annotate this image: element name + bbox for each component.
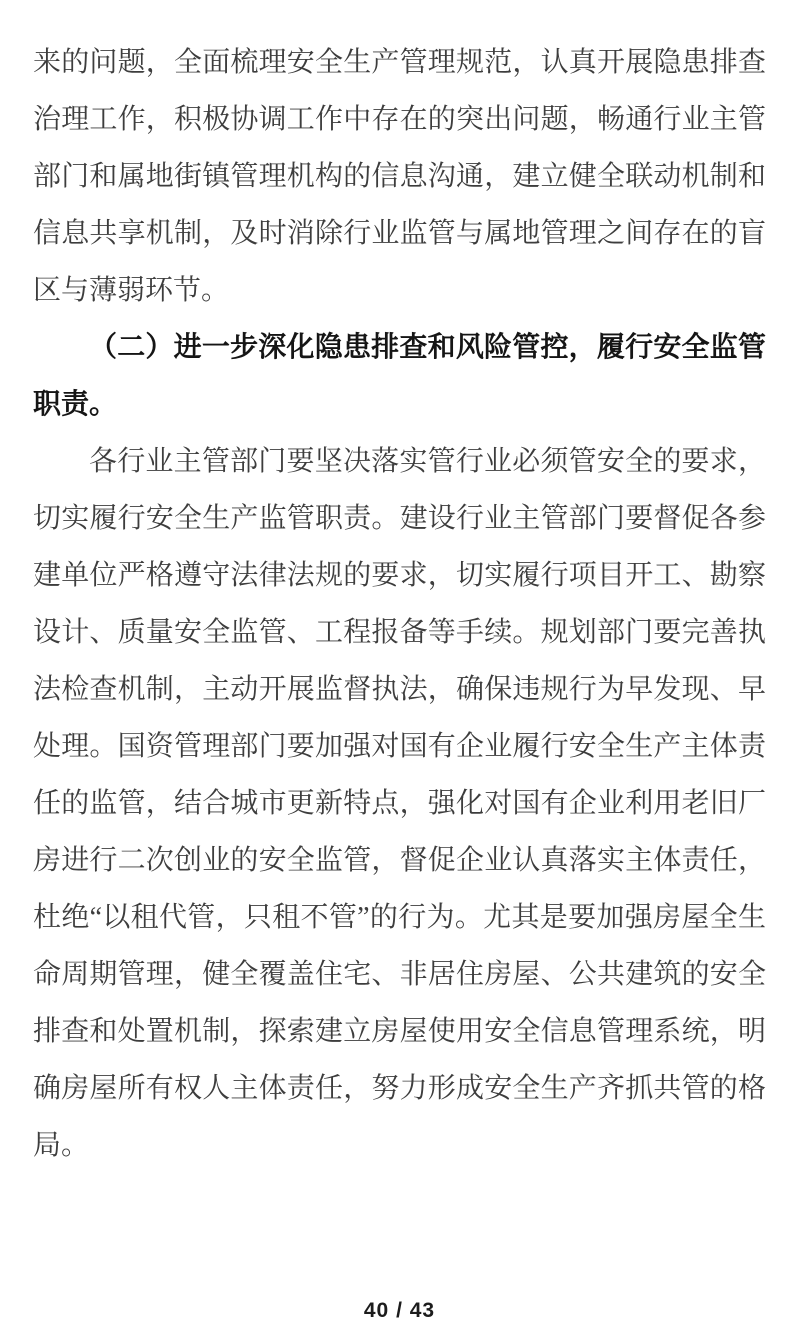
paragraph-continuation: 来的问题，全面梳理安全生产管理规范，认真开展隐患排查治理工作，积极协调工作中存在的突出问题，畅通行业主管部门和属地街镇管理机构的信息沟通，建立健全联动机制和信息共享机制，及时消除行业监管与属地管理之间存在的盲区与薄弱环节。: [33, 47, 766, 306]
section-heading: （二）进一步深化隐患排查和风险管控，履行安全监管职责。: [33, 332, 766, 420]
page-number-indicator: 40 / 43: [363, 1299, 436, 1322]
document-content: [33, 34, 766, 1174]
paragraph-body: 各行业主管部门要坚决落实管行业必须管安全的要求，切实履行安全生产监管职责。建设行业主管部门要督促各参建单位严格遵守法律法规的要求，切实履行项目开工、勘察设计、质量安全监管、工程报备等手续。规划部门要完善执法检查机制，主动开展监督执法，确保违规行为早发现、早处理。国资管理部门要加强对国有企业履行安全生产主体责任的监管，结合城市更新特点，强化对国有企业利用老旧厂房进行二次创业的安全监管，督促企业认真落实主体责任，杜绝“以租代管，只租不管”的行为。尤其是要加强房屋全生命周期管理，健全覆盖住宅、非居住房屋、公共建筑的安全排查和处置机制，探索建立房屋使用安全信息管理系统，明确房屋所有权人主体责任，努力形成安全生产齐抓共管的格局。: [33, 446, 766, 1161]
